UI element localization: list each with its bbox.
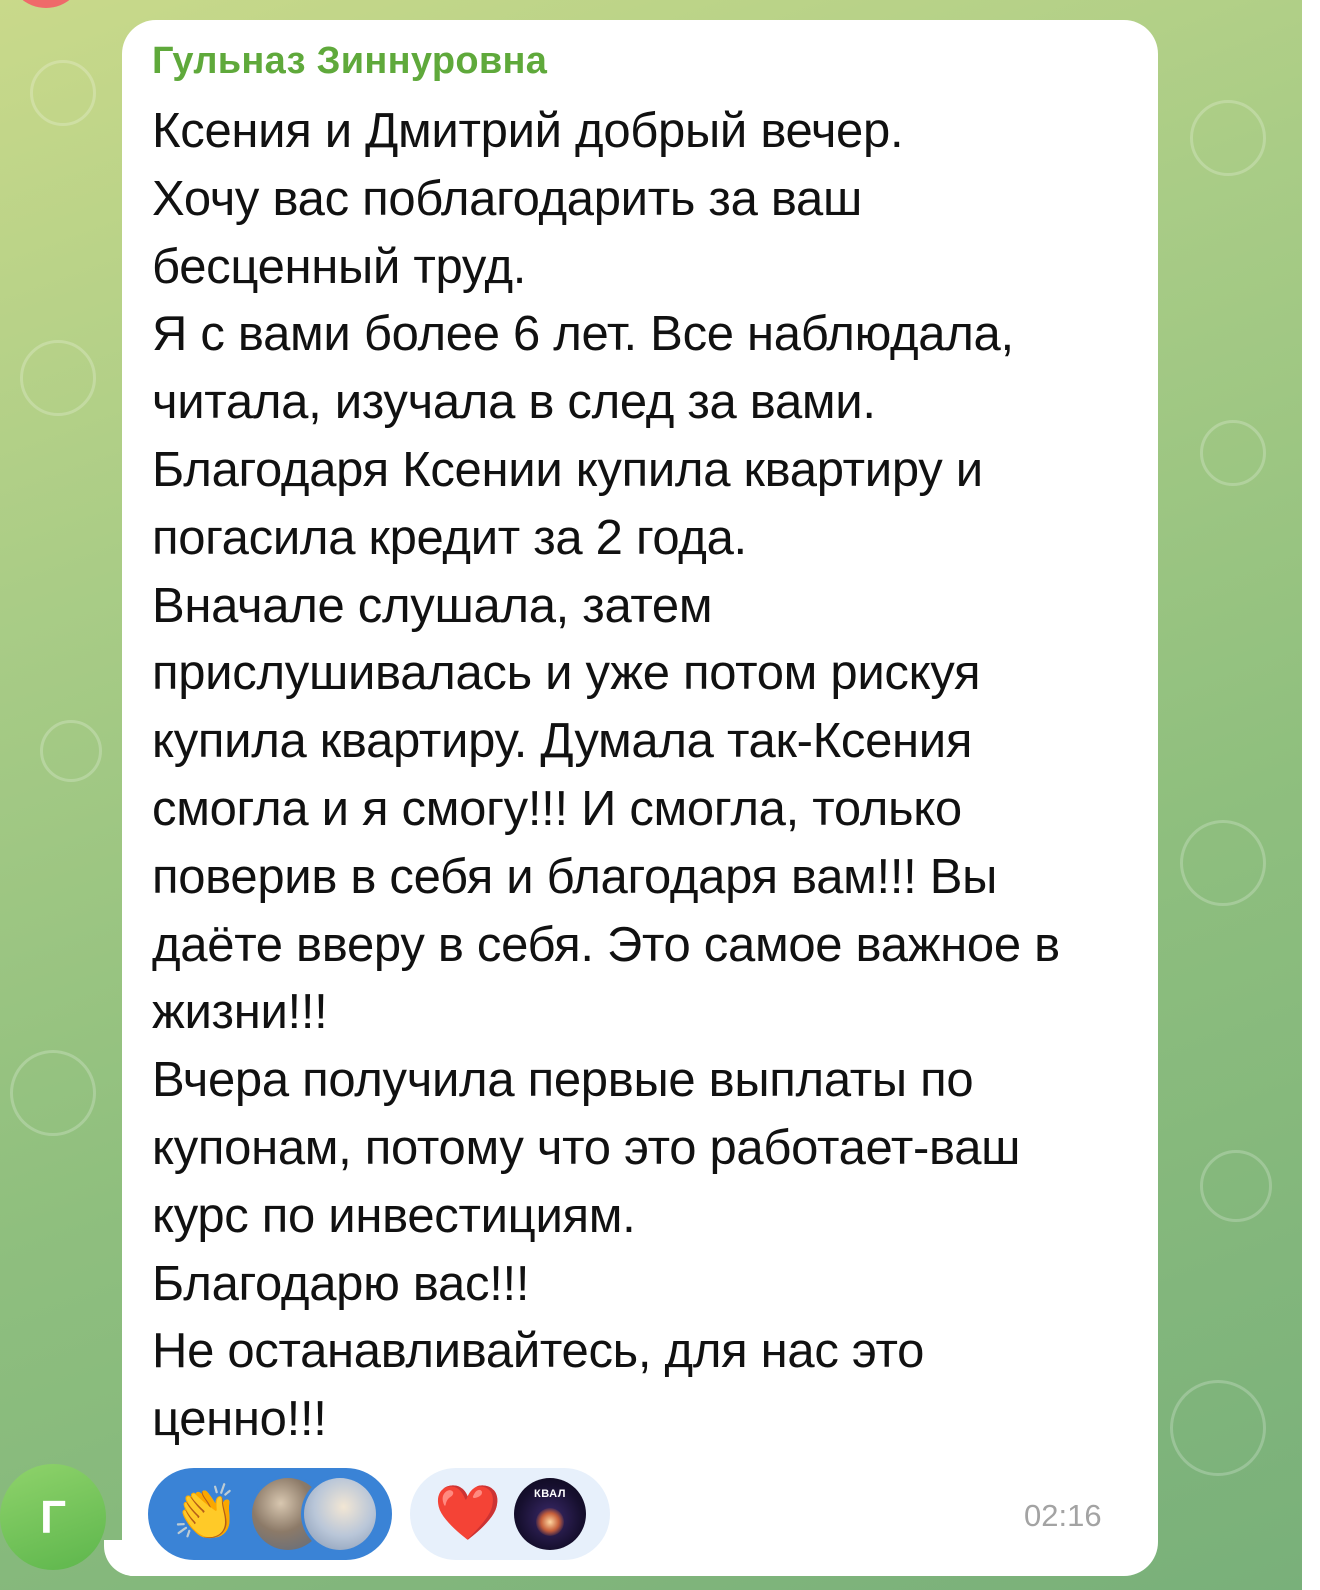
reaction-heart-button[interactable] (410, 1468, 610, 1560)
message-line: Я с вами более 6 лет. Все наблюдала, (152, 307, 1014, 362)
sender-name[interactable]: Гульназ Зиннуровна (152, 40, 548, 82)
message-text (152, 98, 1142, 1454)
message-line: ценно!!! (152, 1392, 327, 1447)
avatar-glow (536, 1508, 564, 1536)
message-line: бесценный труд. (152, 239, 527, 294)
sender-avatar[interactable]: Г (0, 1464, 106, 1570)
message-line: купила квартиру. Думала так-Ксения (152, 714, 973, 769)
background-doodle (1170, 1380, 1266, 1476)
right-edge (1302, 0, 1320, 1590)
message-line: Вчера получила первые выплаты по (152, 1053, 974, 1108)
background-doodle (1180, 820, 1266, 906)
reactor-avatar (514, 1478, 586, 1550)
message-line: Ксения и Дмитрий добрый вечер. (152, 104, 904, 158)
background-doodle (10, 1050, 96, 1136)
message-timestamp: 02:16 (1024, 1498, 1102, 1533)
background-doodle (1200, 1150, 1272, 1222)
reactor-avatar-label: КВАЛ (534, 1488, 566, 1500)
message-line: Не останавливайтесь, для нас это (152, 1324, 925, 1379)
message-line: купонам, потому что это работает-ваш (152, 1120, 1021, 1175)
clapping-hands-icon: 👏 (172, 1483, 240, 1543)
message-line: поверив в себя и благодаря вам!!! Вы (152, 849, 998, 904)
message-line: смогла и я смогу!!! И смогла, только (152, 781, 962, 836)
background-doodle (1200, 420, 1266, 486)
message-line: Хочу вас поблагодарить за ваш (152, 171, 862, 226)
message-line: погасила кредит за 2 года. (152, 510, 747, 565)
message-line: даёте вверу в себя. Это самое важное в (152, 917, 1060, 972)
message-line: читала, изучала в след за вами. (152, 375, 876, 430)
background-doodle (20, 340, 96, 416)
reaction-clap-button[interactable] (148, 1468, 392, 1560)
red-heart-icon: ❤️ (434, 1483, 502, 1543)
message-line: Благодаря Ксении купила квартиру и (152, 442, 983, 497)
background-doodle (40, 720, 102, 782)
background-doodle (1190, 100, 1266, 176)
reactor-avatar (304, 1478, 376, 1550)
message-line: жизни!!! (152, 985, 328, 1040)
background-doodle (30, 60, 96, 126)
message-line: Вначале слушала, затем (152, 578, 713, 633)
message-line: прислушивалась и уже потом рискуя (152, 646, 981, 701)
message-line: Благодарю вас!!! (152, 1256, 530, 1311)
message-line: курс по инвестициям. (152, 1188, 636, 1243)
